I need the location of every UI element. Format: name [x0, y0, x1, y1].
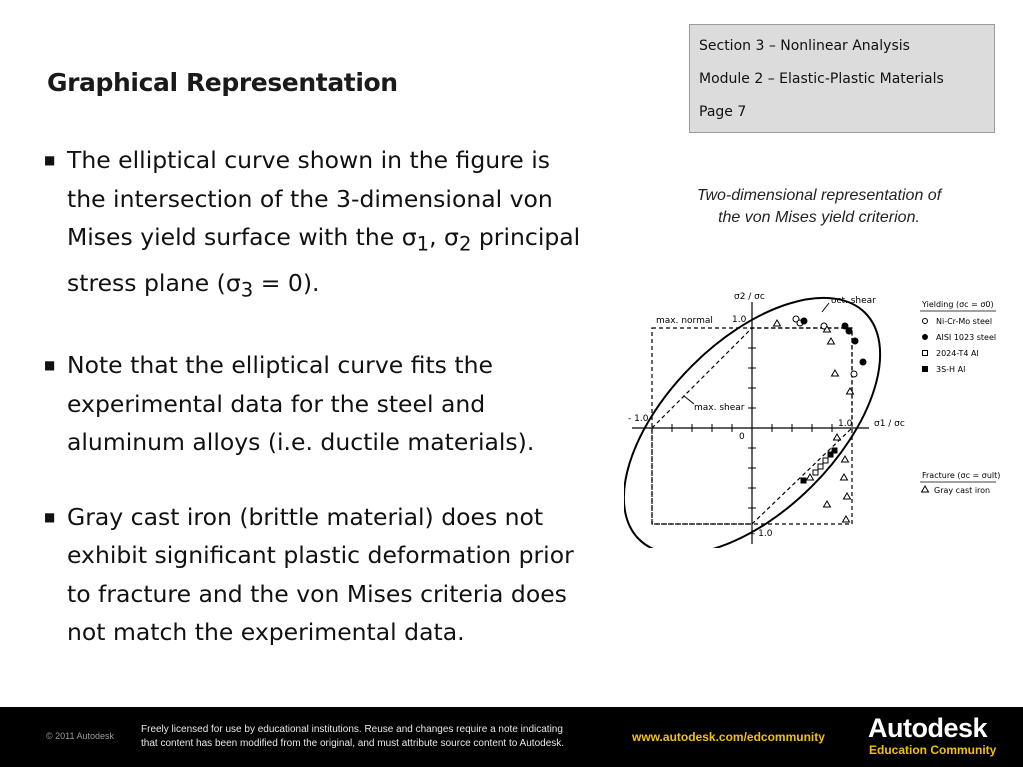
leader-max-shear [684, 396, 694, 404]
caption-line: Two-dimensional representation of [696, 187, 942, 204]
legend-symbol-square-open [923, 351, 928, 356]
page-label: Page 7 [699, 104, 747, 120]
max-normal-label: max. normal [656, 316, 713, 326]
subscript: 2 [458, 232, 472, 256]
legend-symbol-triangle-open [922, 486, 929, 492]
tick-label-y-pos: 1.0 [732, 315, 747, 325]
origin-label: 0 [739, 432, 745, 442]
sigma-symbol: σ [401, 223, 417, 251]
subscript: 1 [416, 232, 430, 256]
point-gray-cast-iron [843, 516, 850, 522]
slide-title: Graphical Representation [47, 68, 398, 97]
point-gray-cast-iron [844, 493, 851, 499]
legend-symbol-circle-open [923, 319, 928, 324]
bullet-text-part: = 0). [253, 269, 320, 298]
edcommunity-link[interactable]: www.autodesk.com/edcommunity [632, 730, 825, 744]
sigma-symbol: σ [225, 269, 241, 298]
point-gray-cast-iron [841, 474, 848, 480]
legend-symbol-square-filled [923, 367, 928, 372]
point-gray-cast-iron [774, 320, 781, 326]
point-gray-cast-iron [807, 474, 814, 480]
tick-label-x-neg: - 1.0 [628, 414, 649, 424]
bullet-text [67, 146, 581, 302]
legend-yielding [920, 300, 996, 374]
tick-label-x-pos: 1.0 [838, 419, 853, 429]
point-gray-cast-iron [834, 434, 841, 440]
bullet-text: Note that the elliptical curve fits the experimental data for the steel and aluminum alloys (i.e. ductile materials). [67, 351, 535, 457]
point-3s-h [801, 478, 806, 483]
bullet-text-part: The elliptical curve shown in the figure is the intersection of the 3-dimensional von Mises yield surface with the [67, 146, 553, 251]
license-line: that content has been modified from the original, and must attribute source content to Autodesk. [141, 738, 565, 749]
separator: , [429, 223, 445, 251]
legend-yielding-title: Yielding (σc = σ0) [922, 300, 994, 309]
point-2024-t4 [818, 464, 823, 469]
max-shear-label: max. shear [694, 403, 745, 413]
caption-line: the von Mises yield criterion. [718, 209, 920, 226]
legend-label: AISI 1023 steel [936, 333, 997, 342]
oct-shear-label: oct. shear [831, 296, 876, 306]
legend-label: Gray cast iron [934, 486, 991, 495]
education-community-label: Education Community [869, 743, 997, 757]
point-2024-t4 [813, 470, 818, 475]
point-gray-cast-iron [832, 370, 839, 376]
subscript: 3 [240, 278, 254, 302]
x-axis-label: σ1 / σc [874, 419, 905, 429]
license-text [141, 723, 621, 751]
legend-label: Ni-Cr-Mo steel [936, 317, 993, 326]
license-line: Freely licensed for use by educational institutions. Reuse and changes require a note indicating [141, 724, 563, 735]
legend-fracture-title: Fracture (σc = σult) [922, 471, 1001, 480]
bullet-marker: ■ [44, 358, 56, 373]
bullet-item [44, 498, 589, 652]
bullet-text: Gray cast iron (brittle material) does not exhibit significant plastic deformation prior to fracture and the von Mises criteria does not match the experimental data. [67, 502, 574, 647]
section-label: Section 3 – Nonlinear Analysis [699, 38, 910, 54]
section-info-box [689, 24, 995, 133]
bullet-item [44, 346, 589, 462]
point-aisi-1023 [846, 328, 852, 334]
point-ni-cr-mo [851, 371, 857, 377]
point-aisi-1023 [852, 338, 858, 344]
point-gray-cast-iron [842, 456, 849, 462]
module-label: Module 2 – Elastic-Plastic Materials [699, 71, 944, 87]
point-2024-t4 [823, 458, 828, 463]
bullet-list [44, 141, 589, 688]
bullet-text-part: principal stress plane ( [67, 223, 581, 298]
bullet-marker: ■ [44, 153, 56, 167]
point-gray-cast-iron [828, 338, 835, 344]
point-aisi-1023 [860, 359, 866, 365]
autodesk-logo: Autodesk [868, 713, 988, 743]
point-aisi-1023 [801, 318, 807, 324]
legend-symbol-circle-filled [923, 335, 928, 340]
sigma-symbol: σ [444, 223, 459, 251]
legend-label: 2024-T4 Al [936, 349, 979, 358]
bullet-item [44, 141, 589, 310]
legend-fracture [920, 471, 1000, 495]
leader-oct-shear [822, 303, 829, 312]
tick-label-y-neg: - 1.0 [752, 529, 773, 539]
y-axis-label: σ2 / σc [734, 292, 765, 302]
point-3s-h [832, 448, 837, 453]
copyright-text: © 2011 Autodesk [46, 731, 115, 741]
von-mises-figure [624, 286, 1004, 548]
footer-bar [0, 707, 1023, 767]
point-gray-cast-iron [824, 501, 831, 507]
bullet-marker: ■ [44, 509, 56, 524]
legend-label: 3S-H Al [936, 365, 966, 374]
figure-caption [650, 185, 988, 229]
